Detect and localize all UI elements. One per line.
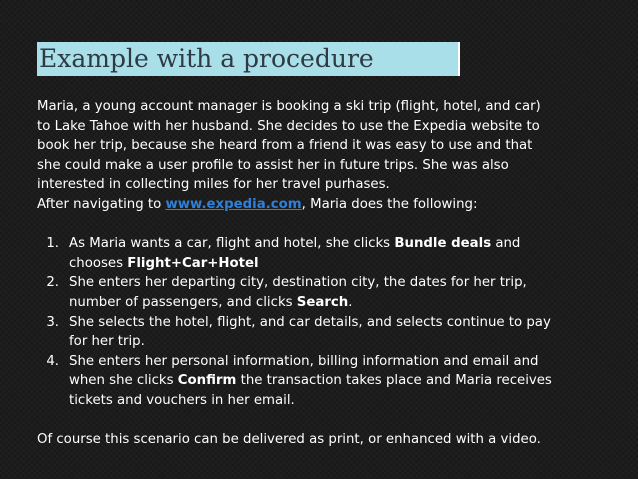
navigation-text-before: After navigating to	[37, 196, 166, 212]
procedure-steps	[37, 234, 607, 410]
step-line: for her trip.	[69, 334, 145, 350]
intro-line: interested in collecting miles for her travel purhases.	[37, 177, 390, 193]
step-line: She enters her departing city, destination city, the dates for her trip,	[69, 275, 527, 291]
step-text: chooses	[69, 255, 128, 271]
navigation-text-after: , Maria does the following:	[301, 196, 478, 212]
step-text: when she clicks	[69, 373, 178, 389]
step-line: She enters her personal information, billing information and email and	[69, 353, 539, 369]
search-label: Search	[296, 294, 349, 310]
intro-line: to Lake Tahoe with her husband. She decides to use the Expedia website to	[37, 118, 540, 134]
step-line	[69, 254, 607, 274]
expedia-link[interactable]: www.expedia.com	[165, 196, 302, 212]
step-line	[69, 293, 607, 313]
step-number: 3.	[46, 314, 59, 330]
step-line: She selects the hotel, flight, and car details, and selects continue to pay	[69, 314, 551, 330]
step-line	[69, 234, 607, 254]
step-item	[37, 352, 607, 411]
intro-line: Maria, a young account manager is booking a ski trip (flight, hotel, and car)	[37, 99, 541, 114]
intro-line: she could make a user profile to assist her in future trips. She was also	[37, 157, 509, 173]
navigation-line	[37, 195, 607, 215]
intro-paragraph	[37, 97, 607, 215]
flight-car-hotel-label: Flight+Car+Hotel	[127, 255, 259, 271]
step-text: .	[348, 294, 353, 310]
closing-paragraph: Of course this scenario can be delivered as print, or enhanced with a video.	[37, 432, 541, 448]
slide-content	[37, 97, 607, 450]
step-line	[69, 371, 607, 391]
step-text: number of passengers, and clicks	[69, 294, 297, 310]
step-text: the transaction takes place and Maria receives	[236, 373, 552, 389]
step-line: tickets and vouchers in her email.	[69, 392, 295, 408]
step-number: 2.	[46, 275, 59, 291]
spacer	[37, 215, 607, 235]
intro-line: book her trip, because she heard from a friend it was easy to use and that	[37, 138, 533, 154]
slide-title: Example with a procedure	[37, 42, 460, 76]
bundle-deals-label: Bundle deals	[394, 236, 492, 252]
step-text: As Maria wants a car, flight and hotel, she clicks	[69, 236, 395, 252]
step-item	[37, 313, 607, 352]
step-item	[37, 234, 607, 273]
confirm-label: Confirm	[177, 373, 237, 389]
step-text: and	[491, 236, 521, 252]
step-number: 1.	[46, 236, 59, 252]
step-number: 4.	[46, 353, 59, 369]
step-item	[37, 273, 607, 312]
